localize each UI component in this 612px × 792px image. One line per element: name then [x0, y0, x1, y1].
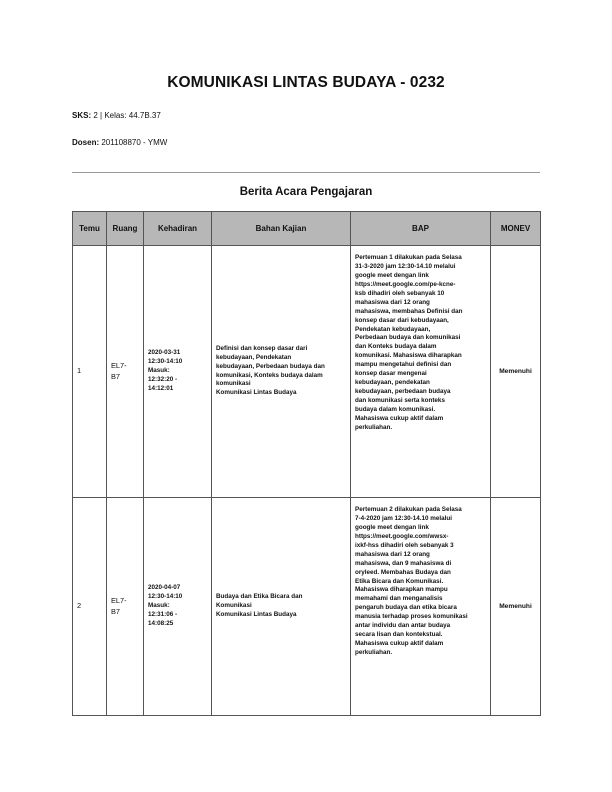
cell-bahan-kajian: Definisi dan konsep dasar dari kebudayaan, Pendekatan kebudayaan, Perbedaan budaya dan komunikasi, Konteks budaya dalam komunikasi Komunikasi Lintas Budaya [212, 246, 351, 498]
cell-ruang: EL7- B7 [107, 246, 144, 498]
cell-temu: 1 [73, 246, 107, 498]
cell-kehadiran: 2020-03-31 12:30-14:10 Masuk: 12:32:20 - 14:12:01 [144, 246, 212, 498]
cell-bahan-kajian: Budaya dan Etika Bicara dan Komunikasi Komunikasi Lintas Budaya [212, 498, 351, 716]
cell-ruang: EL7- B7 [107, 498, 144, 716]
header-kehadiran: Kehadiran [144, 212, 212, 246]
header-bap: BAP [351, 212, 491, 246]
cell-monev: Memenuhi [491, 246, 541, 498]
cell-temu: 2 [73, 498, 107, 716]
cell-kehadiran: 2020-04-07 12:30-14:10 Masuk: 12:31:06 - 14:08:25 [144, 498, 212, 716]
page-title: KOMUNIKASI LINTAS BUDAYA - 0232 [167, 74, 445, 91]
table-row [73, 246, 541, 498]
dosen-value: 201108870 - YMW [101, 138, 168, 147]
section-title: Berita Acara Pengajaran [239, 186, 373, 198]
header-ruang: Ruang [107, 212, 144, 246]
header-temu: Temu [73, 212, 107, 246]
header-monev: MONEV [491, 212, 541, 246]
dosen-line [72, 138, 167, 147]
cell-bap: Pertemuan 2 dilakukan pada Selasa 7-4-2020 jam 12:30-14.10 melalui google meet dengan link https://meet.google.com/wwsx- ixkf-hss dihadiri oleh sebanyak 3 mahasiswa dari 12 orang mahasiswa, dan 9 mahasiswa di oryleed. Membahas Budaya dan Etika Bicara dan Komunikasi. Mahasiswa diharapkan mampu memahami dan menganalisis pengaruh budaya dan etika bicara manusia terhadap proses komunikasi antar individu dan antar budaya secara lisan dan kontekstual. Mahasiswa cukup aktif dalam perkuliahan. [351, 498, 491, 716]
sks-kelas-value: 2 | Kelas: 44.7B.37 [93, 111, 161, 120]
cell-bap: Pertemuan 1 dilakukan pada Selasa 31-3-2020 jam 12:30-14.10 melalui google meet dengan link https://meet.google.com/pe-kcne- ksb dihadiri oleh sebanyak 10 mahasiswa dari 12 orang mahasiswa, membahas Definisi dan konsep dasar dari kebudayaan, Pendekatan kebudayaan, Perbedaan budaya dan komunikasi dan Konteks budaya dalam komunikasi. Mahasiswa diharapkan mampu mengetahui definisi dan konsep dasar mengenai kebudayaan, pendekatan kebudayaan, perbedaan budaya dan komunikasi serta konteks budaya dalam komunikasi. Mahasiswa cukup aktif dalam perkuliahan. [351, 246, 491, 498]
header-bahan-kajian: Bahan Kajian [212, 212, 351, 246]
divider [72, 172, 540, 173]
table-header-row [73, 212, 541, 246]
cell-monev: Memenuhi [491, 498, 541, 716]
bap-table [72, 211, 541, 716]
dosen-label: Dosen: [72, 138, 100, 147]
sks-label: SKS: [72, 111, 92, 120]
sks-kelas-line [72, 111, 161, 120]
table-row [73, 498, 541, 716]
